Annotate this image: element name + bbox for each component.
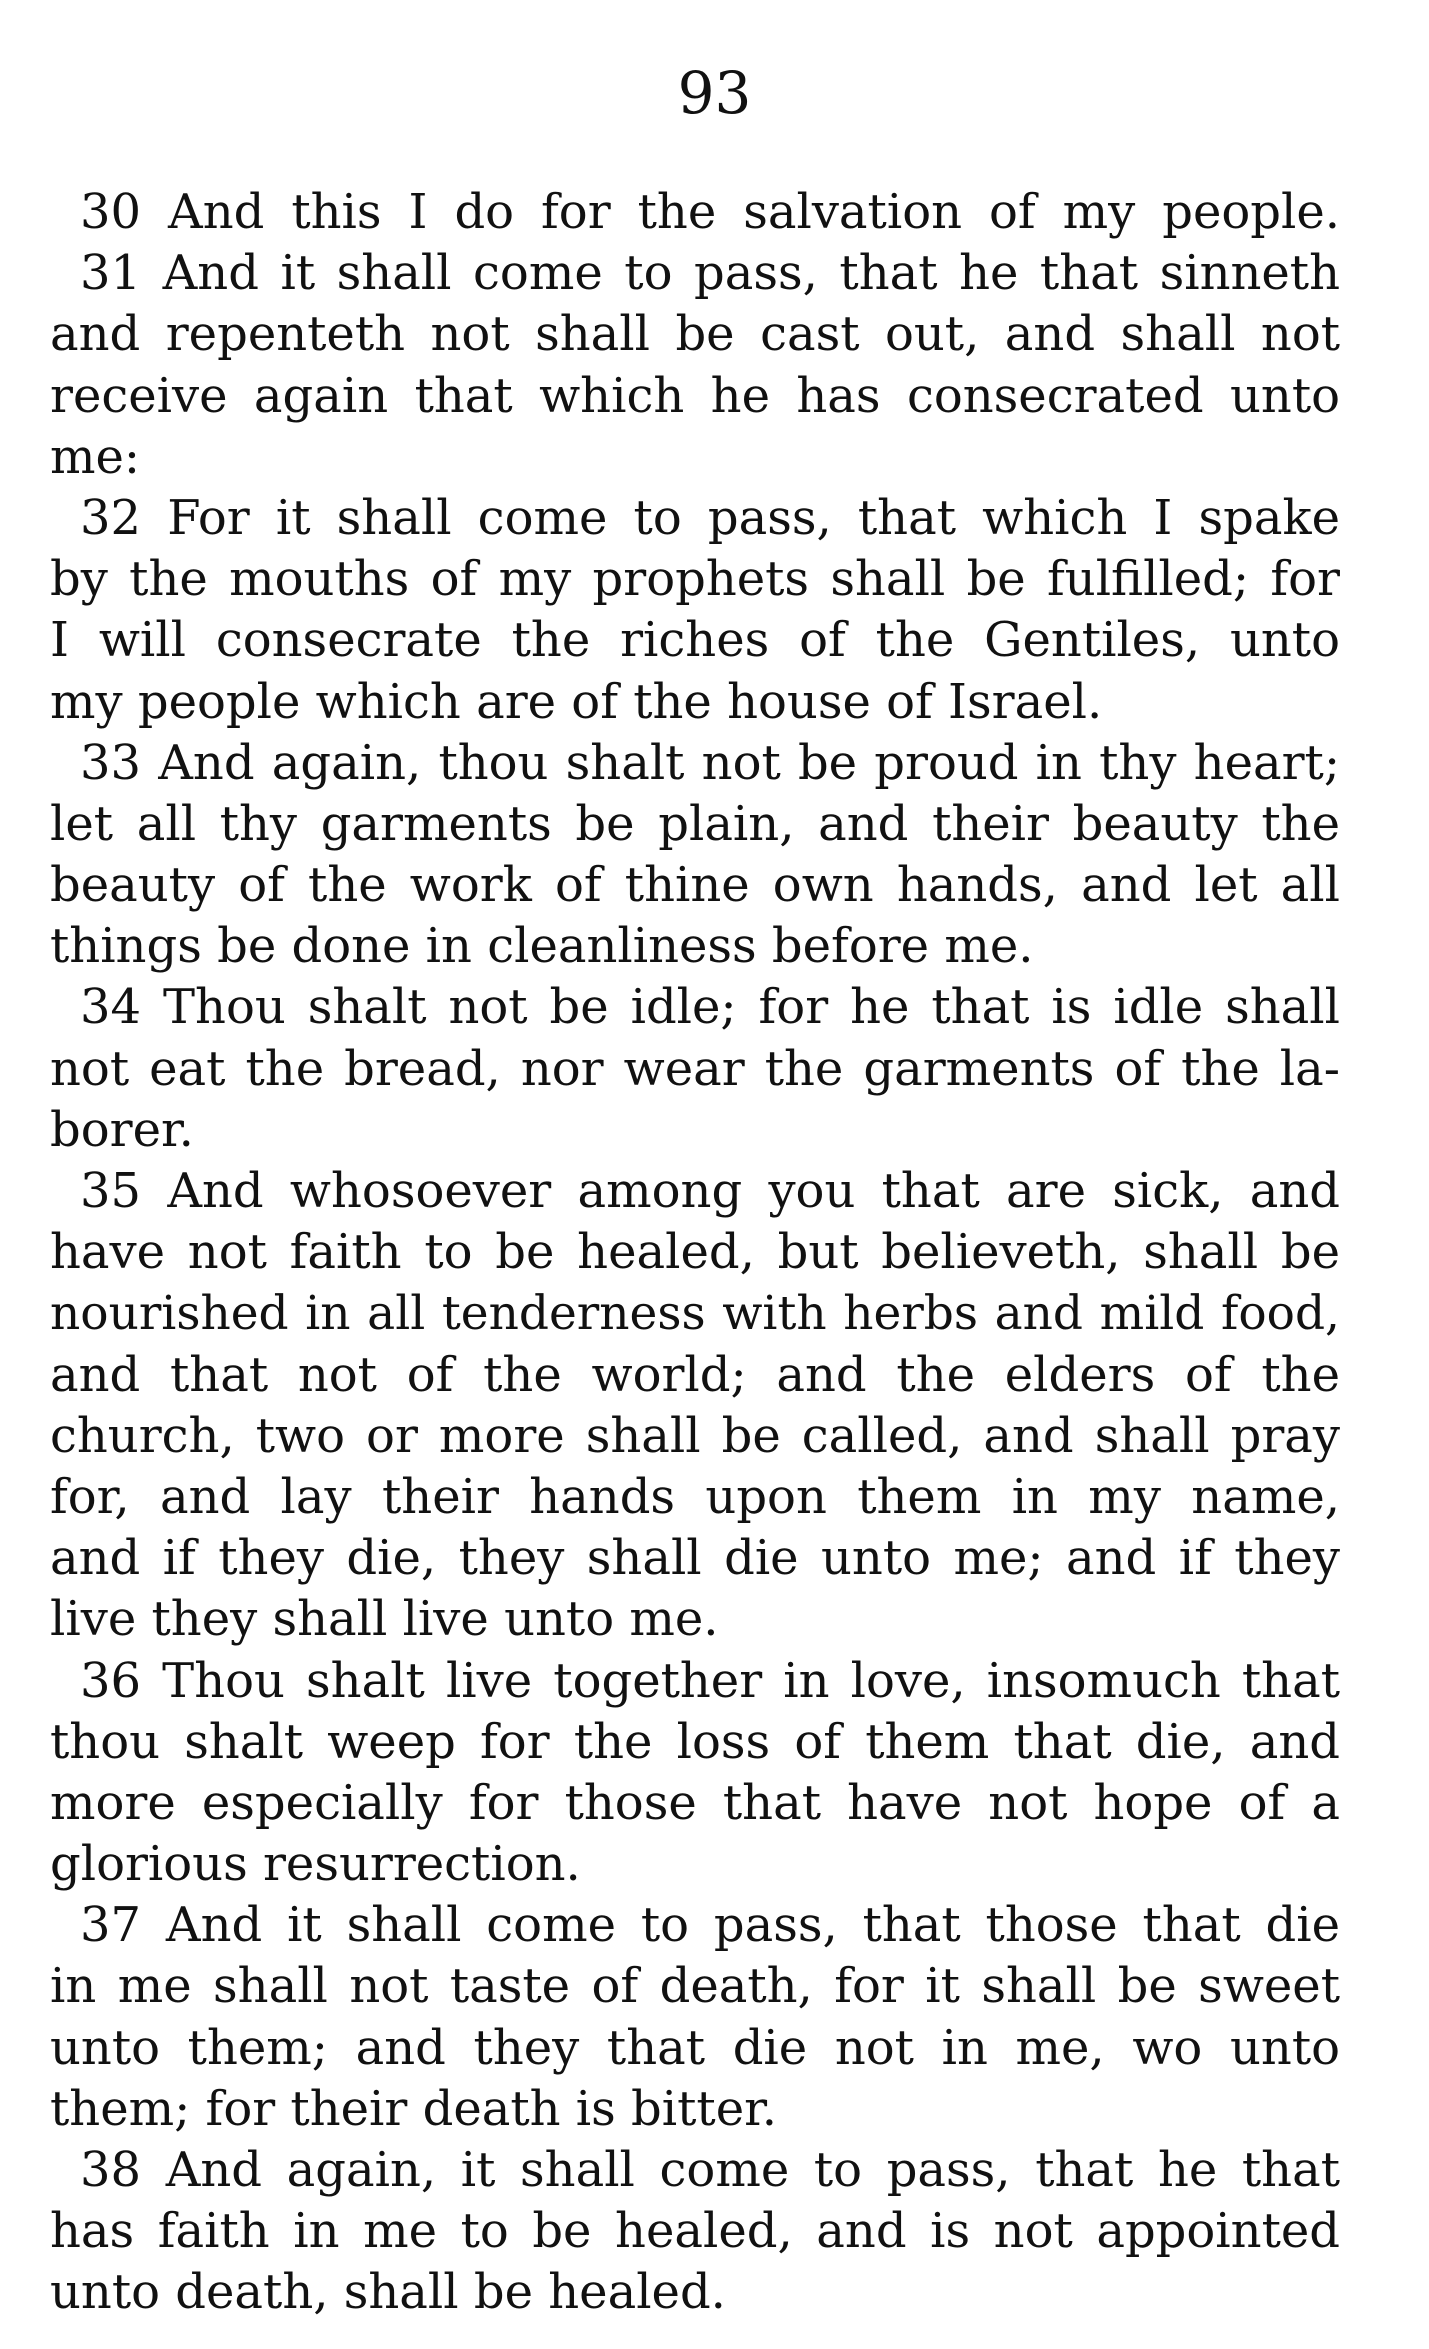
text-line: 37 And it shall come to pass, that those that die — [80, 1897, 1340, 1954]
text-line: unto death, shall be healed. — [50, 2264, 726, 2321]
text-line: 32 For it shall come to pass, that which I spake — [80, 489, 1340, 546]
text-line: I will consecrate the riches of the Gentiles, unto — [50, 612, 1340, 669]
text-line: 30 And this I do for the salvation of my people. — [80, 184, 1340, 240]
text-line: thou shalt weep for the loss of them that die, and — [50, 1713, 1340, 1770]
text-line: 36 Thou shalt live together in love, insomuch that — [80, 1652, 1340, 1709]
text-line: by the mouths of my prophets shall be fulfilled; for — [50, 551, 1340, 608]
text-line: 31 And it shall come to pass, that he that sinneth — [80, 245, 1340, 302]
text-line: have not faith to be healed, but believeth, shall be — [50, 1224, 1340, 1281]
text-line: 33 And again, thou shalt not be proud in thy heart; — [80, 734, 1340, 791]
text-line: let all thy garments be plain, and their beauty the — [50, 795, 1340, 852]
text-line: more especially for those that have not hope of a — [50, 1774, 1340, 1831]
text-line: them; for their death is bitter. — [50, 2080, 778, 2137]
text-line: glorious resurrection. — [50, 1836, 581, 1893]
page-number: 93 — [677, 59, 752, 127]
text-line: receive again that which he has consecrated unto — [50, 367, 1340, 424]
text-line: 38 And again, it shall come to pass, that he that — [80, 2142, 1340, 2198]
text-line: church, two or more shall be called, and shall pray — [50, 1407, 1340, 1464]
text-line: me: — [50, 428, 141, 485]
text-line: nourished in all tenderness with herbs and mild food, — [50, 1286, 1340, 1342]
text-line: 35 And whosoever among you that are sick, and — [80, 1163, 1340, 1219]
text-line: not eat the bread, nor wear the garments of the la- — [50, 1040, 1340, 1097]
verse-text-block — [50, 182, 1340, 2324]
text-line: my people which are of the house of Israel. — [50, 673, 1103, 730]
text-line: has faith in me to be healed, and is not appointed — [50, 2203, 1340, 2260]
text-line: beauty of the work of thine own hands, and let all — [50, 857, 1340, 914]
text-line: and repenteth not shall be cast out, and shall not — [50, 306, 1340, 363]
text-line: and if they die, they shall die unto me; and if they — [50, 1530, 1340, 1587]
text-line: borer. — [50, 1101, 194, 1158]
text-line: for, and lay their hands upon them in my name, — [50, 1468, 1340, 1525]
text-line: in me shall not taste of death, for it shall be sweet — [50, 1958, 1340, 2015]
text-line: and that not of the world; and the elders of the — [50, 1346, 1340, 1403]
text-line: live they shall live unto me. — [50, 1591, 719, 1648]
text-line: things be done in cleanliness before me. — [50, 918, 1034, 975]
text-line: 34 Thou shalt not be idle; for he that is idle shall — [80, 979, 1340, 1036]
text-line: unto them; and they that die not in me, wo unto — [50, 2019, 1340, 2076]
